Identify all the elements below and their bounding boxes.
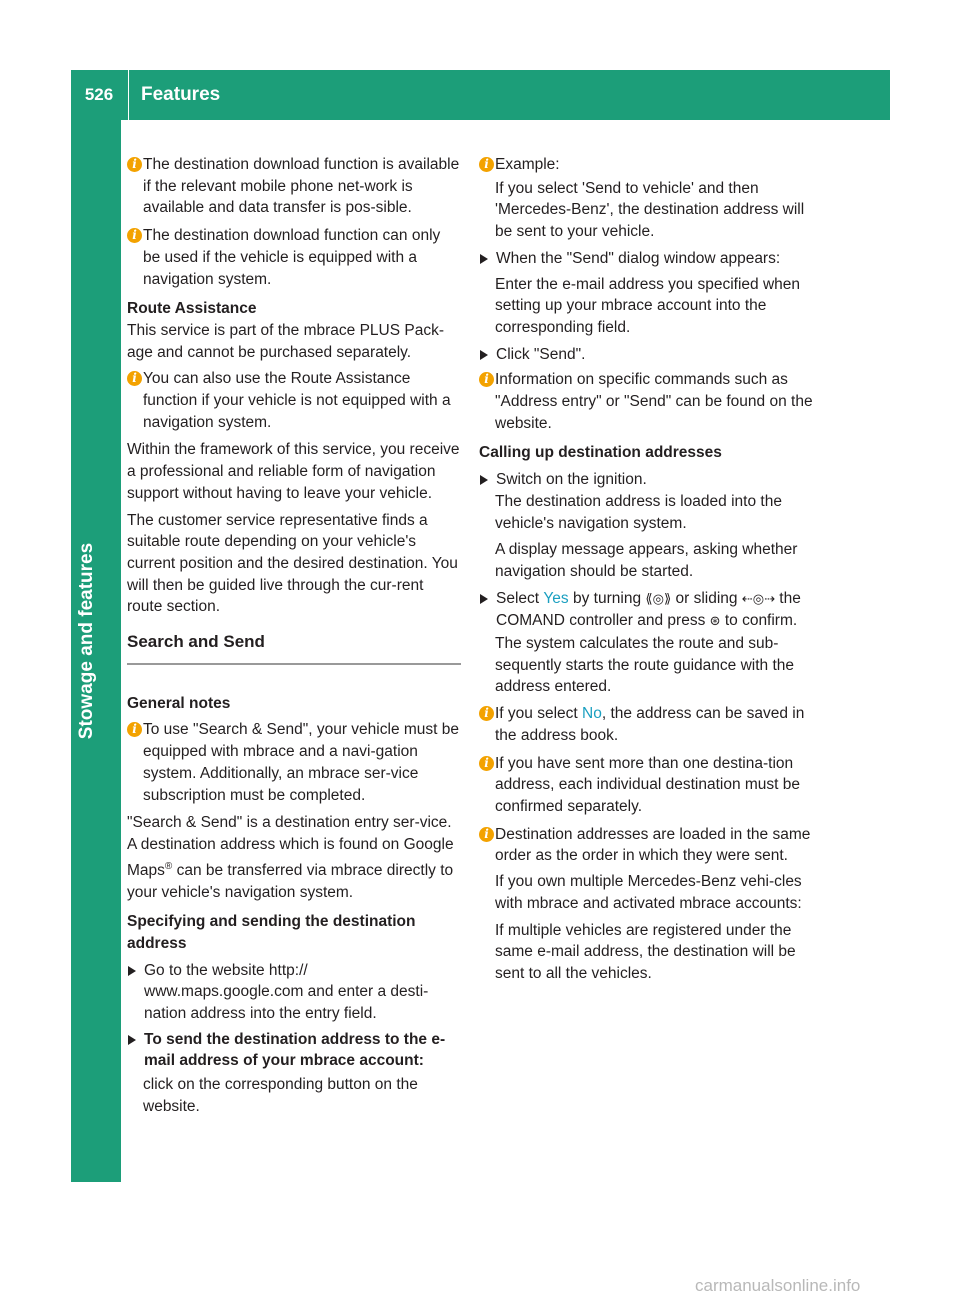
step-arrow-icon [480, 475, 488, 485]
info-note: i Information on specific commands such as "Address entry" or "Send" can be found on the website. [479, 369, 813, 434]
instruction-step: When the "Send" dialog window appears: [479, 248, 813, 270]
instruction-step: Switch on the ignition. [479, 469, 813, 491]
paragraph: Within the framework of this service, you receive a professional and reliable form of navigation support without having to leave your vehicle. [127, 441, 460, 502]
step-detail: click on the corresponding button on the website. [143, 1076, 418, 1115]
step-arrow-icon [480, 350, 488, 360]
right-column [479, 154, 813, 985]
info-note: i Destination addresses are loaded in the same order as the order in which they were sent. [479, 824, 813, 867]
step-detail: The system calculates the route and sub-sequently starts the route guidance with the address entered. [495, 635, 794, 696]
step-arrow-icon [128, 1035, 136, 1045]
info-note: i You can also use the Route Assistance function if your vehicle is not equipped with a navigation system. [127, 368, 461, 433]
info-note: i If you have sent more than one destina-tion address, each individual destination must be confirmed separately. [479, 753, 813, 818]
info-icon: i [479, 372, 494, 387]
info-note-body: If you own multiple Mercedes-Benz vehi-cles with mbrace and activated mbrace accounts: [495, 873, 802, 912]
step-arrow-icon [128, 966, 136, 976]
info-icon: i [127, 157, 142, 172]
header-bar [71, 70, 890, 120]
info-icon: i [479, 157, 494, 172]
info-note-body: If multiple vehicles are registered under the same e-mail address, the destination will be sent to all the vehicles. [495, 921, 796, 982]
paragraph: The customer service representative finds a suitable route depending on your vehicle's current position and the desired destination. You will then be guided live through the cur-rent route section. [127, 511, 458, 616]
section-rule [127, 663, 461, 665]
paragraph: This service is part of the mbrace PLUS Pack-age and cannot be purchased separately. [127, 321, 445, 361]
specifying-heading: Specifying and sending the destination address [127, 913, 416, 952]
side-tab-label: Stowage and features [76, 542, 97, 740]
step-arrow-icon [480, 594, 488, 604]
info-icon: i [127, 371, 142, 386]
paragraph: "Search & Send" is a destination entry ser-vice. A destination address which is found on Google Maps® can be transferred via mbrace directly to your vehicle's navigation system. [127, 814, 454, 901]
instruction-step: To send the destination address to the e-mail address of your mbrace account: [127, 1029, 461, 1072]
info-note-body: If you select 'Send to vehicle' and then 'Mercedes-Benz', the destination address will be sent to your vehicle. [495, 179, 805, 241]
calling-up-heading: Calling up destination addresses [479, 444, 722, 462]
step-detail: The destination address is loaded into the vehicle's navigation system. [495, 492, 782, 532]
instruction-step: Go to the website http:// www.maps.google.com and enter a desti-nation address into the entry field. [127, 960, 461, 1025]
info-icon: i [479, 756, 494, 771]
slide-controller-icon: ⇠◎⇢ [741, 591, 775, 607]
step-detail: A display message appears, asking whether navigation should be started. [495, 541, 798, 580]
press-controller-icon: ⊛ [709, 614, 721, 630]
info-icon: i [479, 827, 494, 842]
turn-controller-icon: ⟪◎⟫ [645, 591, 672, 607]
watermark: carmanualsonline.info [695, 1276, 861, 1295]
info-note: i If you select No, the address can be saved in the address book. [479, 703, 813, 746]
section-title: Features [141, 84, 221, 105]
header-divider [128, 70, 129, 120]
info-icon: i [479, 706, 494, 721]
info-note: i The destination download function is available if the relevant mobile phone net-work is available and data transfer is pos-sible. [127, 154, 461, 219]
page-number: 526 [84, 85, 114, 104]
general-notes-heading: General notes [127, 694, 231, 712]
info-icon: i [127, 228, 142, 243]
info-icon: i [127, 722, 142, 737]
search-and-send-heading: Search and Send [127, 632, 265, 652]
step-detail: Enter the e-mail address you specified when setting up your mbrace account into the corresponding field. [495, 275, 800, 336]
route-assistance-heading: Route Assistance [127, 300, 257, 318]
info-note: i Example: [479, 154, 813, 176]
no-option-label: No [582, 705, 602, 723]
info-note: i The destination download function can only be used if the vehicle is equipped with a navigation system. [127, 225, 461, 290]
yes-option-label: Yes [543, 589, 569, 607]
info-note: i To use "Search & Send", your vehicle must be equipped with mbrace and a navi-gation system. Additionally, an mbrace ser-vice subscription must be completed. [127, 719, 461, 806]
step-arrow-icon [480, 254, 488, 264]
left-column [127, 154, 461, 1118]
instruction-step: Select Yes by turning ⟪◎⟫ or sliding ⇠◎⇢ the COMAND controller and press ⊛ to confirm. [479, 588, 813, 633]
instruction-step: Click "Send". [479, 344, 813, 366]
